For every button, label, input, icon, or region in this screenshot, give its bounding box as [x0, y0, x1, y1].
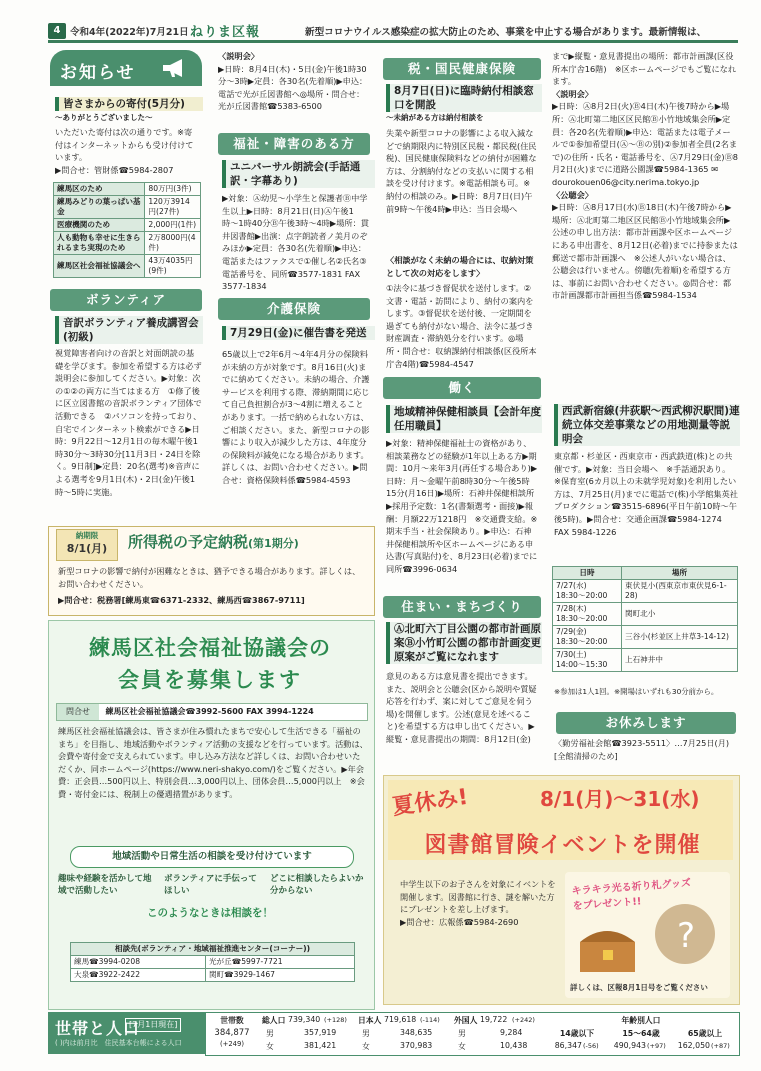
seibu-date: 7/28(木) 18:30〜20:00: [553, 603, 622, 626]
soudan-callout: このようなときは相談を！: [147, 907, 273, 919]
table-row: [54, 183, 201, 196]
seibu-date: 7/30(土) 14:00〜15:30: [553, 649, 622, 672]
seibu-date: 7/27(水) 18:30〜20:00: [553, 580, 622, 603]
kifu-label: 医療機関のため: [54, 219, 145, 232]
age-value: 86,347: [554, 1041, 582, 1050]
soudan-bullet: 趣味や経験を活かして地域で活動したい: [58, 874, 152, 896]
table-row: [553, 603, 738, 626]
kifu-value: 2万8000円(4件): [145, 232, 201, 255]
setsumeikai-body: ▶日時：8月4日(木)・5日(金)午後1時30分〜3時▶定員：各30名(先着順)▶申込：電話で光が丘図書館へ◎場所・問合せ：光が丘図書館☎5383-6500: [218, 63, 368, 112]
kifu-value: 43万4035円(9件): [145, 255, 201, 278]
households-diff: (+249): [220, 1040, 244, 1048]
age-diff: (-56): [583, 1042, 599, 1050]
soudan-bullet: ボランティアに手伝ってほしい: [164, 874, 257, 896]
male-label: 男: [266, 1029, 274, 1038]
soudan-bullets: [58, 873, 370, 905]
foreign-label: 外国人: [454, 1016, 478, 1025]
kifu-value: 80万円(3件): [145, 183, 201, 196]
hataraku-heading: 働く: [383, 377, 541, 399]
tax-badge-label: 納期限: [75, 531, 99, 540]
volunteer-title: 音訳ボランティア養成講習会(初級): [55, 316, 203, 344]
megaphone-icon: [160, 57, 190, 79]
japanese-female: 370,983: [400, 1041, 433, 1050]
fukushi-body: ▶対象：Ⓐ幼児〜小学生と保護者Ⓑ中学生以上▶日時：8月21日(日)Ⓐ午後1時〜1時40分Ⓑ午後3時〜4時▶場所：貫井図書館▶出演：点字朗読者ノ美月のぞみほか▶定員：各30名(先着順)▶申込：電話またはファクスで①催し名②氏名③電話番号を、同所☎3577-1831 FAX 3577-1834: [222, 193, 369, 292]
soudan-contact-table: [70, 942, 355, 982]
sumai-body: 意見のある方は意見書を提出できます。また、説明会と公聴会(区から説明や質疑応答を行わず、案に対してご意見を伺う場)を開催します。公述(意見を述べること)を希望する方は申し出てください。▶縦覧・意見書提出の期間：8月12日(金): [386, 671, 537, 744]
natsuyasumi-event: 図書館冒険イベントを開催: [424, 833, 701, 858]
table-row: [553, 626, 738, 649]
natsuyasumi-note: 詳しくは、区報8月1日号をご覧ください: [570, 983, 708, 992]
fukushi-heading: 福祉・障害のある方: [218, 133, 370, 155]
japanese-diff: (-114): [420, 1016, 440, 1024]
table-header-row: [553, 567, 738, 580]
soudan-heading: 地域活動や日常生活の相談を受け付けています: [70, 846, 354, 868]
column-header: 場所: [622, 567, 738, 580]
seibu-table: [552, 566, 738, 672]
zeimu-heading: 税・国民健康保険: [383, 58, 541, 80]
age-label: 年齢別人口: [621, 1016, 661, 1025]
age-value: 162,050: [677, 1041, 710, 1050]
age-diff: (+87): [711, 1042, 730, 1050]
seibu-body: 東京都・杉並区・西東京市・西武鉄道(株)との共催です。▶対象：当日会場へ ※手話通訳あり。 ※保育室(6カ月以上の未就学児対象)を利用したい方は、7月25日(月)までに電話で(株)小学館集英社プロダクション☎3515-6896(平日午前10時〜午後5時)。▶問合せ：交通企画課☎5984-1274 FAX 5984-1226: [554, 451, 738, 537]
table-row: [54, 196, 201, 219]
kaigo-title: 7月29日(金)に催告書を発送: [222, 326, 375, 340]
header-divider: [48, 40, 738, 43]
shakyo-title-2: 会員を募集します: [118, 668, 302, 692]
oshirase-title: お知らせ: [60, 63, 136, 83]
natsuyasumi-body: 中学生以下のお子さんを対象にイベントを開催します。図書館に行き、謎を解いた方にプレゼントを差し上げます。: [400, 879, 556, 915]
soudan-table-head: 相談先(ボランティア・地域福祉推進センター(コーナー)): [71, 943, 355, 956]
total-male: 357,919: [304, 1028, 337, 1037]
kifu-label: 人も動物も幸せに生きられるまち実現のため: [54, 232, 145, 255]
kaigo-body: 65歳以上で2年6月〜4年4月分の保険料が未納の方が対象です。8月16日(火)までに納めてください。未納の場合、介護サービスを利用する際、滞納期間に応じて自己負担割合が3〜4割に増えることがあります。一括で納められない方は、ご相談ください。また、新型コロナの影響により収入が減少した方は、4年度分の保険料が減免になる場合があります。詳しくは、お問い合わせください。▶問合せ：資格保険料係☎5984-4593: [222, 349, 370, 485]
shakyo-contact: 練馬区社会福祉協議会☎3992-5600 FAX 3994-1224: [105, 707, 314, 716]
sumai-heading: 住まい・まちづくり: [383, 596, 541, 618]
seibu-note: ※参加は1人1回。※開場はいずれも30分前から。: [554, 687, 719, 696]
population-stats: [205, 1012, 740, 1056]
households-value: 384,877: [214, 1028, 250, 1038]
population-date: [7月1日現在]: [125, 1018, 181, 1032]
japanese-label: 日本人: [358, 1016, 382, 1025]
soudan-bullet: どこに相談したらよいか分からない: [270, 874, 364, 896]
table-row: [54, 255, 201, 278]
kifu-subheading: 〜ありがとうございました〜: [55, 113, 153, 122]
age-head: 14歳以下: [559, 1029, 595, 1038]
soudan-contact: 関町☎3929-1467: [205, 969, 354, 982]
seibu-date: 7/29(金) 18:30〜20:00: [553, 626, 622, 649]
hataraku-title: 地域精神保健相談員【会計年度任用職員】: [386, 405, 542, 433]
toshikeikaku-body: まで▶縦覧・意見書提出の場所：都市計画課(区役所本庁舎16階) ※区ホームページでもご覧になれます。: [552, 51, 737, 87]
seibu-place: 東伏見小(西東京市東伏見6-1-28): [622, 580, 738, 603]
total-diff: (+128): [324, 1016, 347, 1024]
table-row: [553, 649, 738, 672]
kifu-contact: ▶問合せ：管財係☎5984-2807: [55, 164, 174, 175]
kifu-text: いただいた寄付は次の通りです。※寄付はインターネットからも受け付けています。: [55, 127, 194, 163]
japanese-male: 348,635: [400, 1028, 433, 1037]
shakyo-title-1: 練馬区社会福祉協議会の: [89, 636, 331, 660]
svg-text:?: ?: [677, 916, 696, 956]
population-title: 世帯と人口: [55, 1019, 141, 1038]
page-number: 4: [48, 23, 66, 39]
households-label: 世帯数: [220, 1016, 244, 1025]
sumai-title: Ⓐ北町六丁目公園の都市計画原案Ⓑ小竹町公園の都市計画変更原案がご覧になれます: [386, 622, 542, 664]
shakyo-body: 練馬区社会福祉協議会は、皆さまが住み慣れたまちで安心して生活できる「福祉のまち」を目指し、地域活動やボランティア活動の支援などを行っています。活動は、会費や寄付金で支えられています。申し込み方法など詳しくは、お問い合わせいただくか、同ホームページ(https://www.neri-shakyo.com/)をご覧ください。▶年会費：正会員…500円以上、特別会員…3,000円以上、団体会員…5,000円以上 ※会費・寄付金には、税制上の優遇措置があります。: [58, 726, 368, 799]
male-label: 男: [458, 1029, 466, 1038]
kouchou-body: ▶日時：Ⓐ8月17日(水)Ⓑ18日(木)午後7時から▶場所：Ⓐ北町第二地区区民館Ⓑ小竹地域集会所▶公述の申し出方法：都市計画課や区ホームページにある申出書を、8月12日(必着)までに持参または郵送で都市計画課へ ※公述人がいない場合は、公聴会は行いません。傍聴(先着順)を希望する方は、事前にお問い合わせください。◎問合せ：都市計画課都市計画担当係☎5984-1534: [552, 202, 738, 301]
oyasumi-heading: お休みします: [556, 712, 736, 734]
kifu-table: [53, 182, 201, 278]
seibu-title: 西武新宿線(井荻駅〜西武柳沢駅間)連続立体交差事業などの用地測量等説明会: [554, 404, 740, 446]
total-label: 総人口: [262, 1016, 286, 1025]
kifu-value: 2,000円(1件): [145, 219, 201, 232]
female-label: 女: [458, 1042, 466, 1051]
natsuyasumi-contact: ▶問合せ：広報係☎5984-2690: [400, 916, 519, 927]
kirakira-text: キラキラ光る祈り札グッズをプレゼント!!: [571, 877, 692, 913]
logo: ねりま区報: [190, 25, 261, 40]
issue-date: 令和4年(2022年)7月21日: [70, 27, 189, 38]
female-label: 女: [362, 1042, 370, 1051]
tax-badge: [56, 529, 118, 561]
kifu-heading: 皆さまからの寄付(5月分): [55, 97, 203, 111]
tax-title-sub: (第1期分): [248, 537, 299, 550]
table-row: [553, 580, 738, 603]
table-row: [54, 232, 201, 255]
kaigo-heading: 介護保険: [218, 298, 370, 320]
soudan-contact: 光が丘☎5997-7721: [205, 956, 354, 969]
kifu-value: 120万3914円(27件): [145, 196, 201, 219]
natsuyasumi-date: 8/1(月)〜31(水): [540, 787, 700, 811]
seibu-place: 上石神井中: [622, 649, 738, 672]
oyasumi-body: 〈勤労福祉会館☎3923-5511〉…7月25日(月)[全館清掃のため]: [554, 738, 730, 761]
shakyo-contact-bar: [56, 703, 368, 721]
female-label: 女: [266, 1042, 274, 1051]
total-female: 381,421: [304, 1041, 337, 1050]
zeimu-sub: 〜未納がある方は納付相談を: [386, 113, 484, 122]
zeimu-sub2: 〈相談がなく未納の場合には、収納対策として次の対応をします〉: [386, 255, 534, 278]
column-header: 日時: [553, 567, 622, 580]
soudan-contact: 大泉☎3922-2422: [71, 969, 206, 982]
total-value: 739,340: [288, 1015, 321, 1024]
covid-notice: 新型コロナウイルス感染症の拡大防止のため、事業を中止する場合があります。最新情報は、: [305, 27, 707, 38]
shakyo-contact-label: 問合せ: [57, 704, 99, 720]
population-note: ( )内は前月比 住民基本台帳による人口: [55, 1039, 182, 1047]
foreign-value: 19,722: [480, 1015, 508, 1024]
japanese-value: 719,618: [384, 1015, 417, 1024]
setsumei-body: ▶日時：Ⓐ8月2日(火)Ⓑ4日(木)午後7時から▶場所：Ⓐ北町第二地区区民館Ⓑ小竹地域集会所▶定員：各20名(先着順)▶申込：電話または電子メールで①参加希望日(Ⓐ〜Ⓑの別)②参加者全員(2名まで)の住所・氏名・電話番号を、Ⓐ7月29日(金)Ⓑ8月2日(火)までに道路公園課☎5984-1365 ✉ dourokouen06@city.nerima.tokyo.jp: [552, 101, 738, 187]
tax-badge-date: 8/1(月): [66, 542, 108, 555]
natsuyasumi-title: 夏休み!: [390, 784, 470, 821]
volunteer-heading: ボランティア: [50, 289, 202, 311]
kifu-label: 練馬みどりの葉っぱい基金: [54, 196, 145, 219]
soudan-contact: 練馬☎3994-0208: [71, 956, 206, 969]
male-label: 男: [362, 1029, 370, 1038]
setsumei-heading: 〈説明会〉: [552, 88, 593, 99]
foreign-male: 9,284: [500, 1028, 523, 1037]
volunteer-body: 視覚障害者向けの音訳と対面朗読の基礎を学びます。参加を希望する方は必ず説明会に参加してください。▶対象：次の①②の両方に当てはまる方 ①修了後に区立図書館の音訳ボランティア団体で活動できる ②パソコンを持っており、自宅でインターネット検索ができる▶日時：9月22日〜12月1日の毎木曜午後1時30分〜3時30分[11月3日・24日を除く。9日制]▶定員：20名(選考)※音声による選考を9月1日(木)・2日(金)午後1時〜5時に実施。: [55, 348, 202, 497]
zeimu-title: 8月7日(日)に臨時納付相談窓口を開設: [386, 84, 542, 112]
tax-title: 所得税の予定納税: [128, 533, 249, 551]
kouchou-heading: 〈公聴会〉: [552, 189, 593, 200]
foreign-diff: (+242): [512, 1016, 535, 1024]
setsumeikai-heading: 〈説明会〉: [218, 51, 259, 61]
age-head: 65歳以上: [687, 1029, 723, 1038]
age-head: 15〜64歳: [622, 1029, 660, 1038]
fukushi-title: ユニバーサル朗読会(手話通訳・字幕あり): [222, 160, 375, 188]
seibu-place: 関町北小: [622, 603, 738, 626]
zeimu-body2: ①法令に基づき督促状を送付します。②文書・電話・訪問により、納付の案内をします。③督促状を送付後、一定期間を過ぎても納付がない場合、法令に基づき財産調査・滞納処分を行います。◎場所・問合せ：収納課納付相談係(区役所本庁舎4階)☎5984-4547: [386, 283, 537, 369]
hataraku-body: ▶対象：精神保健福祉士の資格があり、相談業務などの経験が1年以上ある方▶期間：10月〜来年3月(再任する場合あり)▶日時：月〜金曜午前8時30分〜午後5時15分(月16日)▶場所：石神井保健相談所▶採用予定数：1名(書類選考・面接)▶報酬：月額22万1218円 ※交通費支給。※期末手当・社会保険あり。▶申込：石神井保健相談所や区ホームページにある申込書(写真貼付)を、8月23日(必着)までに同所☎3996-0634: [386, 438, 538, 574]
foreign-female: 10,438: [500, 1041, 528, 1050]
age-diff: (+97): [647, 1042, 666, 1050]
zeimu-body: 失業や新型コロナの影響による収入減などで納期限内に特別区民税・都民税(住民税)、国民健康保険料などの納付が困難な方は、分割納付などの支払いに関する相談を受け付けます。※電話相談も可。※納付の相談のみ。▶日時：8月7日(日)午前9時〜午後4時▶申込：当日会場へ: [386, 128, 537, 214]
seibu-place: 三谷小(杉並区上井草3-14-12): [622, 626, 738, 649]
tax-body: 新型コロナの影響で納付が困難なときは、猶予できる場合があります。詳しくは、お問い合わせください。: [58, 566, 361, 589]
kifu-label: 練馬区のため: [54, 183, 145, 196]
kifu-label: 練馬区社会福祉協議会へ: [54, 255, 145, 278]
tax-contact: ▶問合せ：税務署[練馬東☎6371-2332、練馬西☎3867-9711]: [58, 595, 305, 605]
table-row: [54, 219, 201, 232]
age-value: 490,943: [613, 1041, 646, 1050]
